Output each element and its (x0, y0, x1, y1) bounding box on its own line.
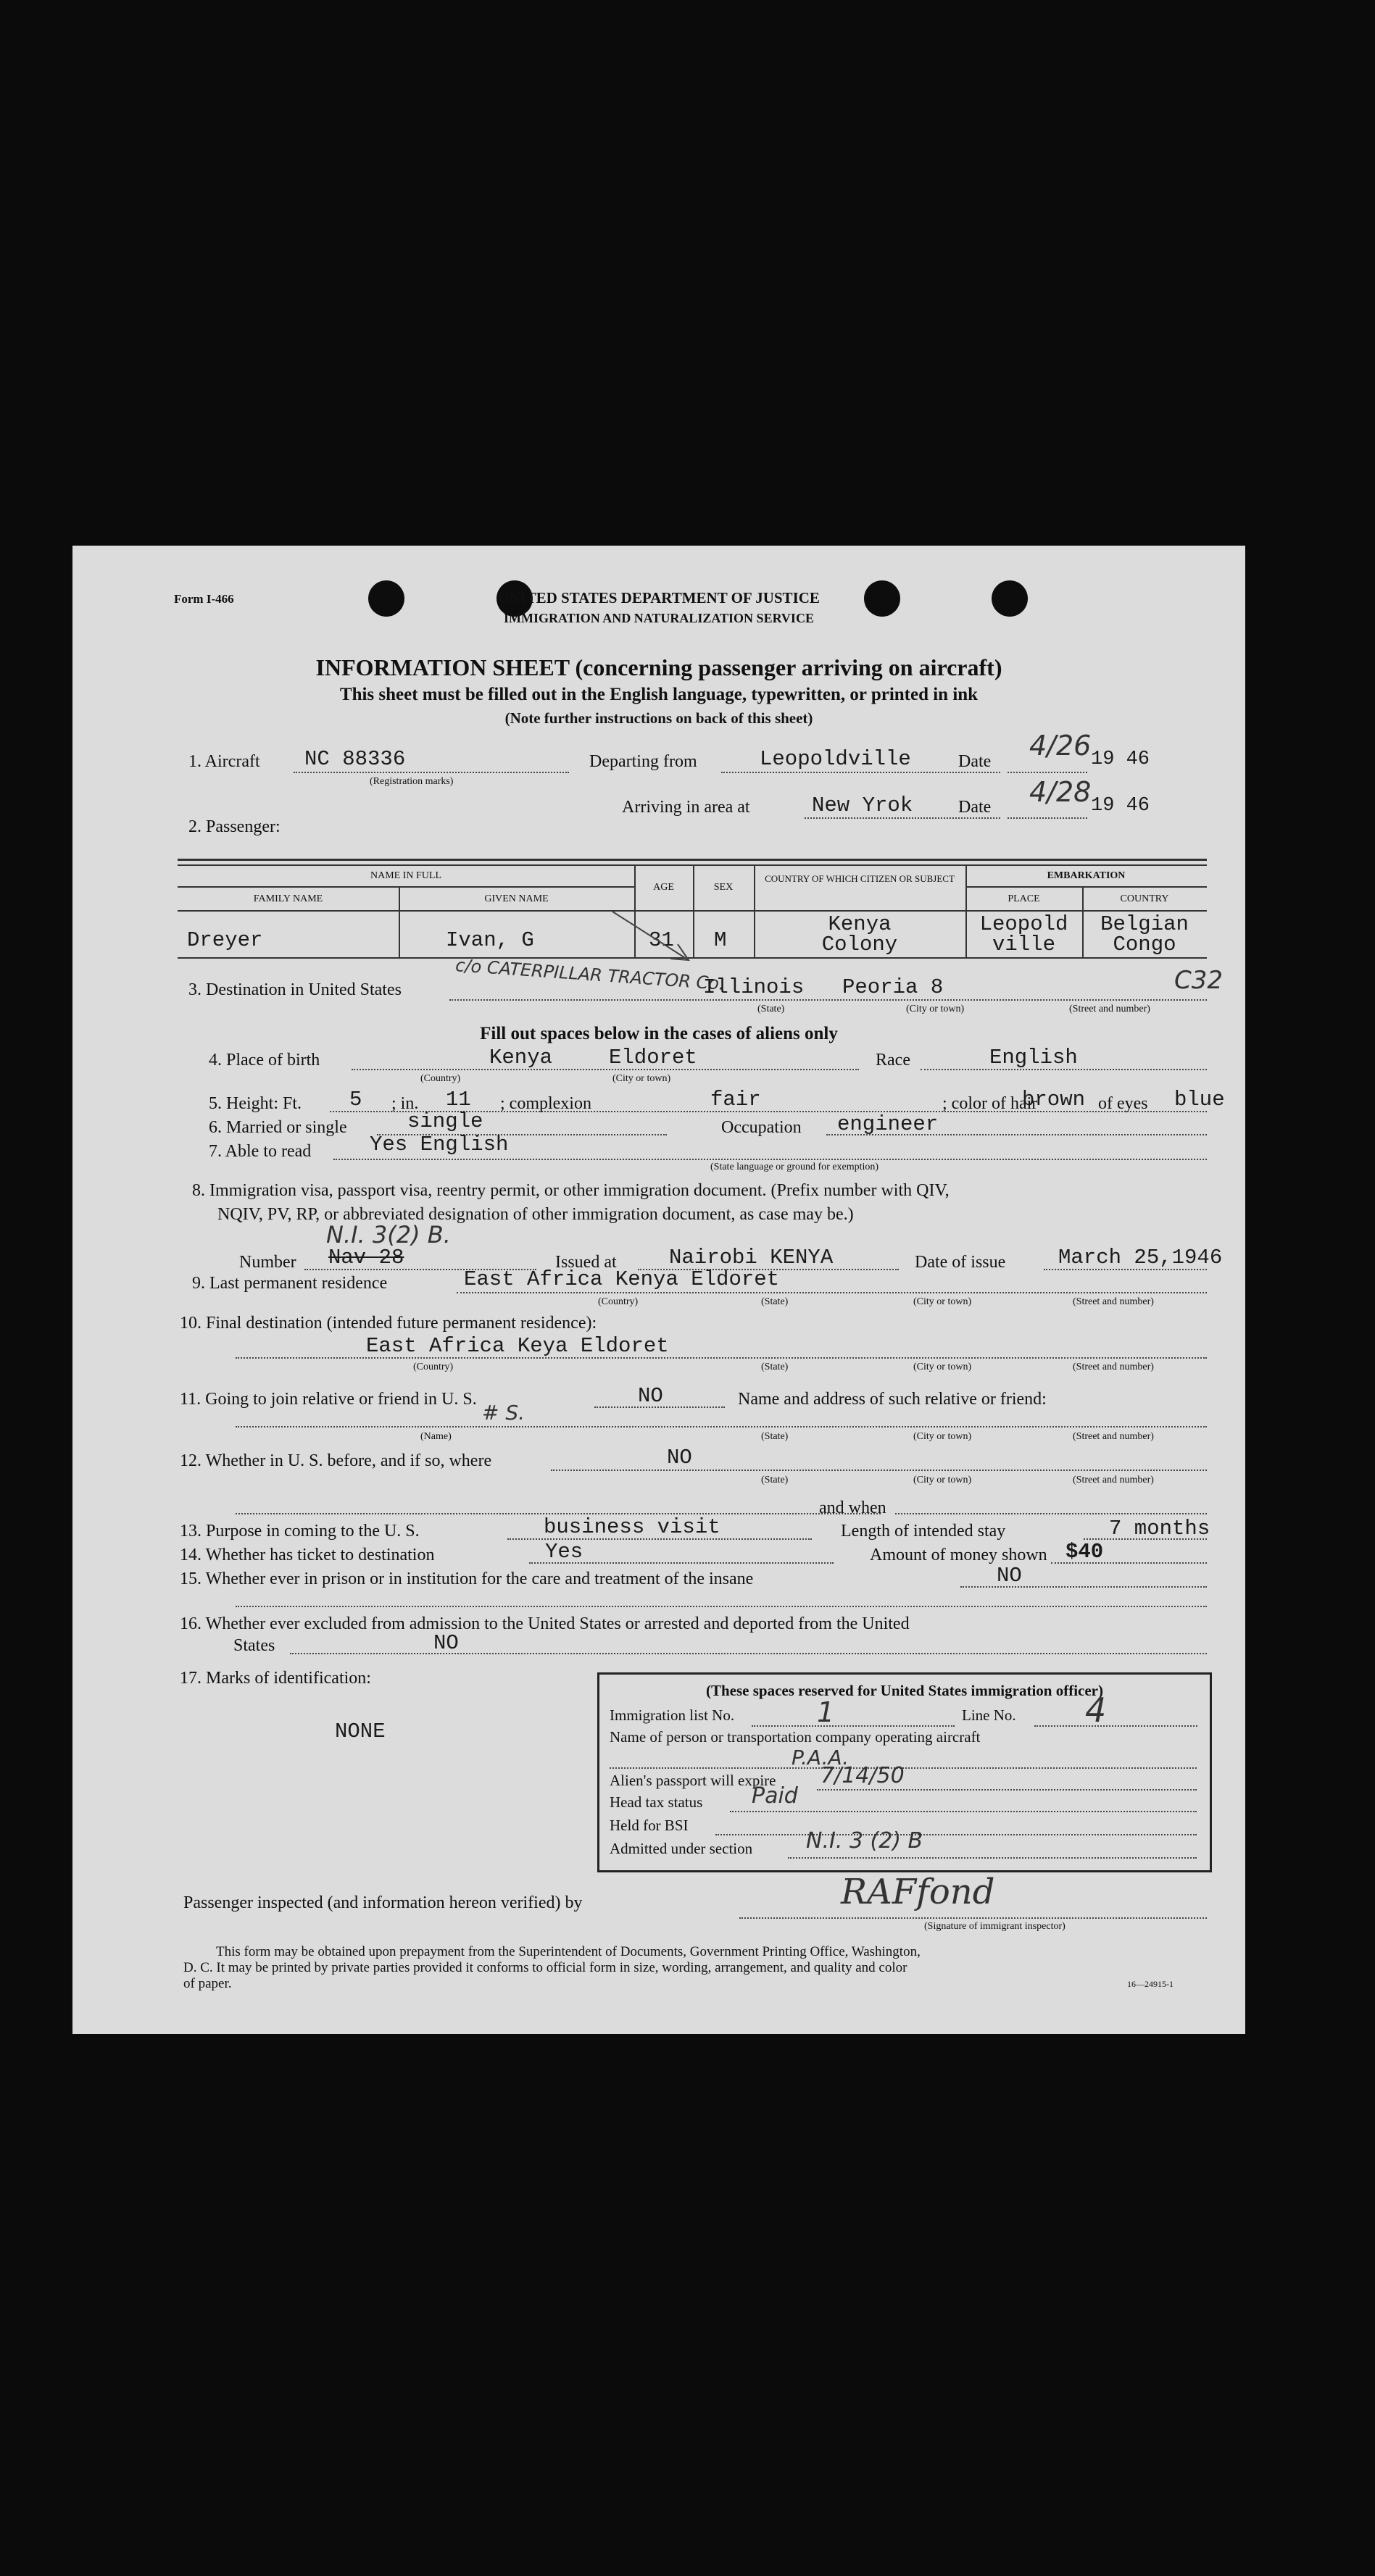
given-name-header: GIVEN NAME (484, 893, 549, 904)
emb-country-value-line2: Congo (1113, 933, 1176, 956)
inspector-signature: RAFfond (841, 1872, 995, 1912)
document-number-typed: Nav 28 (328, 1246, 404, 1270)
birth-label: 4. Place of birth (209, 1051, 320, 1070)
family-name-header: FAMILY NAME (253, 893, 323, 904)
list-no-line (752, 1725, 955, 1727)
citizen-value-line1: Kenya (828, 912, 892, 936)
stay-value: 7 months (1109, 1517, 1210, 1541)
head-tax-line (730, 1811, 1197, 1812)
ticket-label: 14. Whether has ticket to destination (180, 1546, 435, 1564)
head-tax-label: Head tax status (610, 1793, 703, 1811)
when-line (895, 1513, 1207, 1514)
given-name-value: Ivan, G (446, 928, 534, 952)
head-tax-value: Paid (752, 1783, 798, 1809)
destination-state: Illinois (703, 975, 805, 999)
issued-value: Nairobi KENYA (669, 1246, 834, 1270)
passport-label: Alien's passport will expire (610, 1772, 776, 1789)
final-cap-city: (City or town) (913, 1362, 972, 1372)
officer-box-heading: (These spaces reserved for United States immigration officer) (705, 1682, 1103, 1699)
document-line1: 8. Immigration visa, passport visa, reentry permit, or other immigration document. (Prefix number with QIV, (192, 1181, 950, 1200)
join-relative-line (594, 1406, 725, 1408)
footer-line3: of paper. (183, 1976, 232, 1991)
family-name-value: Dreyer (187, 928, 263, 952)
prison-line2 (236, 1606, 1207, 1607)
signature-caption: (Signature of immigrant inspector) (924, 1921, 1065, 1932)
form-sheet (72, 546, 1245, 2034)
department-name: UNITED STATES DEPARTMENT OF JUSTICE (498, 589, 820, 607)
money-label: Amount of money shown (870, 1546, 1047, 1564)
passport-line (817, 1789, 1197, 1791)
before-value: NO (667, 1446, 692, 1470)
admitted-line (788, 1857, 1197, 1859)
join-relative-hand: # S. (482, 1401, 526, 1425)
prison-label: 15. Whether ever in prison or in institution for the care and treatment of the insane (180, 1570, 754, 1588)
date2-value: 4/28 (1029, 776, 1092, 808)
document-number-label: Number (239, 1253, 296, 1272)
bsi-label: Held for BSI (610, 1817, 689, 1834)
sex-header: SEX (713, 882, 734, 893)
stay-label: Length of intended stay (841, 1522, 1006, 1541)
emb-country-value-line1: Belgian (1100, 912, 1189, 936)
height-in: 11 (446, 1088, 471, 1112)
admitted-label: Admitted under section (610, 1840, 753, 1857)
age-header: AGE (653, 882, 674, 893)
height-in-label: ; in. (391, 1094, 419, 1113)
departing-label: Departing from (589, 752, 697, 771)
line-no-value: 4 (1085, 1691, 1107, 1730)
birth-city: Eldoret (609, 1046, 697, 1070)
list-no-label: Immigration list No. (610, 1706, 735, 1724)
final-destination-line (236, 1357, 1207, 1359)
instruction-text: This sheet must be filled out in the English language, typewritten, or printed in ink (339, 685, 979, 704)
service-name: IMMIGRATION AND NATURALIZATION SERVICE (504, 611, 814, 625)
birth-country: Kenya (489, 1046, 553, 1070)
form-number: Form I-466 (174, 592, 234, 606)
read-caption: (State language or ground for exemption) (710, 1162, 879, 1172)
relative-cap-state: (State) (761, 1431, 789, 1442)
date1-label: Date (958, 752, 992, 771)
final-cap-country: (Country) (413, 1362, 454, 1372)
print-code: 16—24915-1 (1127, 1979, 1173, 1989)
birth-line (352, 1069, 859, 1070)
destination-cap-city: (City or town) (906, 1004, 965, 1014)
marital-label: 6. Married or single (209, 1118, 347, 1137)
hair-value: brown (1022, 1088, 1086, 1112)
embarkation-header: EMBARKATION (1047, 870, 1126, 881)
height-ft: 5 (349, 1088, 362, 1112)
identification-label: 17. Marks of identification: (180, 1669, 371, 1688)
issue-date-line (1044, 1269, 1207, 1270)
money-line (1051, 1562, 1207, 1564)
final-destination-value: East Africa Keya Eldoret (366, 1334, 669, 1358)
excluded-value: NO (433, 1631, 459, 1655)
destination-label: 3. Destination in United States (188, 980, 402, 999)
citizen-header: COUNTRY OF WHICH CITIZEN OR SUBJECT (765, 873, 955, 884)
line-no-label: Line No. (962, 1706, 1016, 1724)
line-no-line (1034, 1725, 1197, 1727)
race-value: English (989, 1046, 1078, 1070)
footer-line2: D. C. It may be printed by private parties provided it conforms to official form in size, wording, arrangement, and quality and color (183, 1960, 907, 1975)
issue-date-label: Date of issue (915, 1253, 1006, 1272)
departing-line (721, 772, 1000, 773)
residence-cap-street: (Street and number) (1073, 1296, 1154, 1307)
residence-value: East Africa Kenya Eldoret (464, 1267, 780, 1291)
paa-value: P.A.A. (792, 1746, 849, 1770)
list-no-value: 1 (817, 1696, 835, 1728)
prison-value: NO (997, 1564, 1022, 1588)
arriving-value: New Yrok (812, 793, 913, 817)
identification-value: NONE (335, 1720, 386, 1743)
relative-cap-name: (Name) (420, 1431, 452, 1442)
before-label: 12. Whether in U. S. before, and if so, where (180, 1451, 492, 1470)
residence-cap-country: (Country) (598, 1296, 639, 1307)
occupation-value: engineer (837, 1112, 939, 1136)
arriving-line (805, 817, 1000, 819)
relative-cap-street: (Street and number) (1073, 1431, 1154, 1442)
passenger-label: 2. Passenger: (188, 817, 281, 836)
company-label: Name of person or transportation company operating aircraft (610, 1728, 981, 1746)
money-value: $40 (1065, 1540, 1104, 1564)
aircraft-value: NC 88336 (304, 747, 406, 771)
purpose-value: business visit (544, 1515, 720, 1539)
issue-date-value: March 25,1946 (1058, 1246, 1223, 1270)
document-number-hand: N.I. 3(2) B. (326, 1221, 451, 1249)
aircraft-label: 1. Aircraft (188, 752, 260, 771)
destination-cap-street: (Street and number) (1069, 1004, 1150, 1014)
residence-cap-city: (City or town) (913, 1296, 972, 1307)
document-line2: NQIV, PV, RP, or abbreviated designation of other immigration document, as case may be.) (217, 1205, 854, 1224)
date1-value: 4/26 (1029, 730, 1092, 762)
birth-cap-city: (City or town) (612, 1073, 671, 1084)
residence-cap-state: (State) (761, 1296, 789, 1307)
relative-line (236, 1426, 1207, 1427)
officer-box (597, 1672, 1212, 1872)
before-cap-street: (Street and number) (1073, 1475, 1154, 1485)
passport-value: 7/14/50 (821, 1763, 905, 1788)
read-value: Yes English (370, 1133, 509, 1156)
marital-value: single (407, 1109, 483, 1133)
destination-city: Peoria 8 (842, 975, 944, 999)
departing-value: Leopoldville (760, 747, 911, 771)
year1-value: 19 46 (1091, 749, 1150, 770)
before-cap-state: (State) (761, 1475, 789, 1485)
final-cap-state: (State) (761, 1362, 789, 1372)
bsi-line (715, 1834, 1197, 1835)
aliens-heading: Fill out spaces below in the cases of aliens only (480, 1024, 838, 1043)
race-line (921, 1069, 1207, 1070)
final-destination-label: 10. Final destination (intended future permanent residence): (180, 1314, 597, 1333)
registration-caption: (Registration marks) (370, 776, 454, 787)
excluded-line1: 16. Whether ever excluded from admission to the United States or arrested and deported from the United (180, 1614, 910, 1633)
excluded-line (290, 1653, 1207, 1654)
eyes-label: of eyes (1098, 1094, 1148, 1113)
place-header: PLACE (1008, 893, 1040, 904)
year2-value: 19 46 (1091, 795, 1150, 817)
destination-line (449, 999, 1207, 1001)
before-cap-city: (City or town) (913, 1475, 972, 1485)
date2-label: Date (958, 798, 992, 817)
place-value-line1: Leopold (979, 912, 1068, 936)
ticket-value: Yes (545, 1540, 583, 1564)
destination-street: C32 (1174, 966, 1224, 995)
handwritten-arrow (609, 908, 703, 966)
occupation-label: Occupation (721, 1118, 802, 1137)
eyes-value: blue (1174, 1088, 1225, 1112)
note-text: (Note further instructions on back of this sheet) (504, 709, 813, 727)
race-label: Race (876, 1051, 910, 1070)
sex-value: M (714, 928, 727, 952)
residence-line (457, 1292, 1207, 1293)
relative-cap-city: (City or town) (913, 1431, 972, 1442)
place-value-line2: ville (992, 933, 1055, 956)
purpose-label: 13. Purpose in coming to the U. S. (180, 1522, 420, 1541)
excluded-states: States (233, 1636, 275, 1655)
date2-line (1008, 817, 1087, 819)
signature-line (739, 1917, 1207, 1919)
destination-handwritten: c/o CATERPILLAR TRACTOR Co. (454, 955, 726, 994)
join-relative-value: NO (638, 1384, 663, 1408)
complexion-value: fair (710, 1088, 761, 1112)
read-line (333, 1159, 1207, 1160)
before-line2 (236, 1513, 881, 1514)
join-relative-label: 11. Going to join relative or friend in U. S. (180, 1390, 477, 1409)
page-title: INFORMATION SHEET (concerning passenger arriving on aircraft) (315, 654, 1002, 680)
ticket-line (529, 1562, 834, 1564)
before-line (551, 1470, 1207, 1471)
inspected-label: Passenger inspected (and information hereon verified) by (183, 1893, 583, 1912)
read-label: 7. Able to read (209, 1142, 312, 1161)
occupation-line (826, 1134, 1207, 1135)
citizen-value-line2: Colony (821, 933, 898, 956)
name-in-full-header: NAME IN FULL (370, 870, 441, 881)
residence-label: 9. Last permanent residence (192, 1274, 388, 1293)
admitted-value: N.I. 3 (2) B (806, 1828, 923, 1854)
destination-cap-state: (State) (757, 1004, 785, 1014)
country-header: COUNTRY (1120, 893, 1169, 904)
prison-line (960, 1586, 1207, 1588)
aircraft-line (294, 772, 569, 773)
complexion-label: ; complexion (500, 1094, 591, 1113)
issued-label: Issued at (555, 1253, 617, 1272)
date1-line (1008, 772, 1087, 773)
final-cap-street: (Street and number) (1073, 1362, 1154, 1372)
relative-name-label: Name and address of such relative or friend: (738, 1390, 1047, 1409)
hair-label: ; color of hair (942, 1094, 1038, 1113)
birth-cap-country: (Country) (420, 1073, 461, 1084)
height-label: 5. Height: Ft. (209, 1094, 302, 1113)
age-value: 31 (649, 928, 674, 952)
footer-line1: This form may be obtained upon prepayment from the Superintendent of Documents, Government Printing Office, Washington, (216, 1944, 921, 1959)
arriving-label: Arriving in area at (622, 798, 750, 817)
when-label: and when (819, 1499, 886, 1517)
